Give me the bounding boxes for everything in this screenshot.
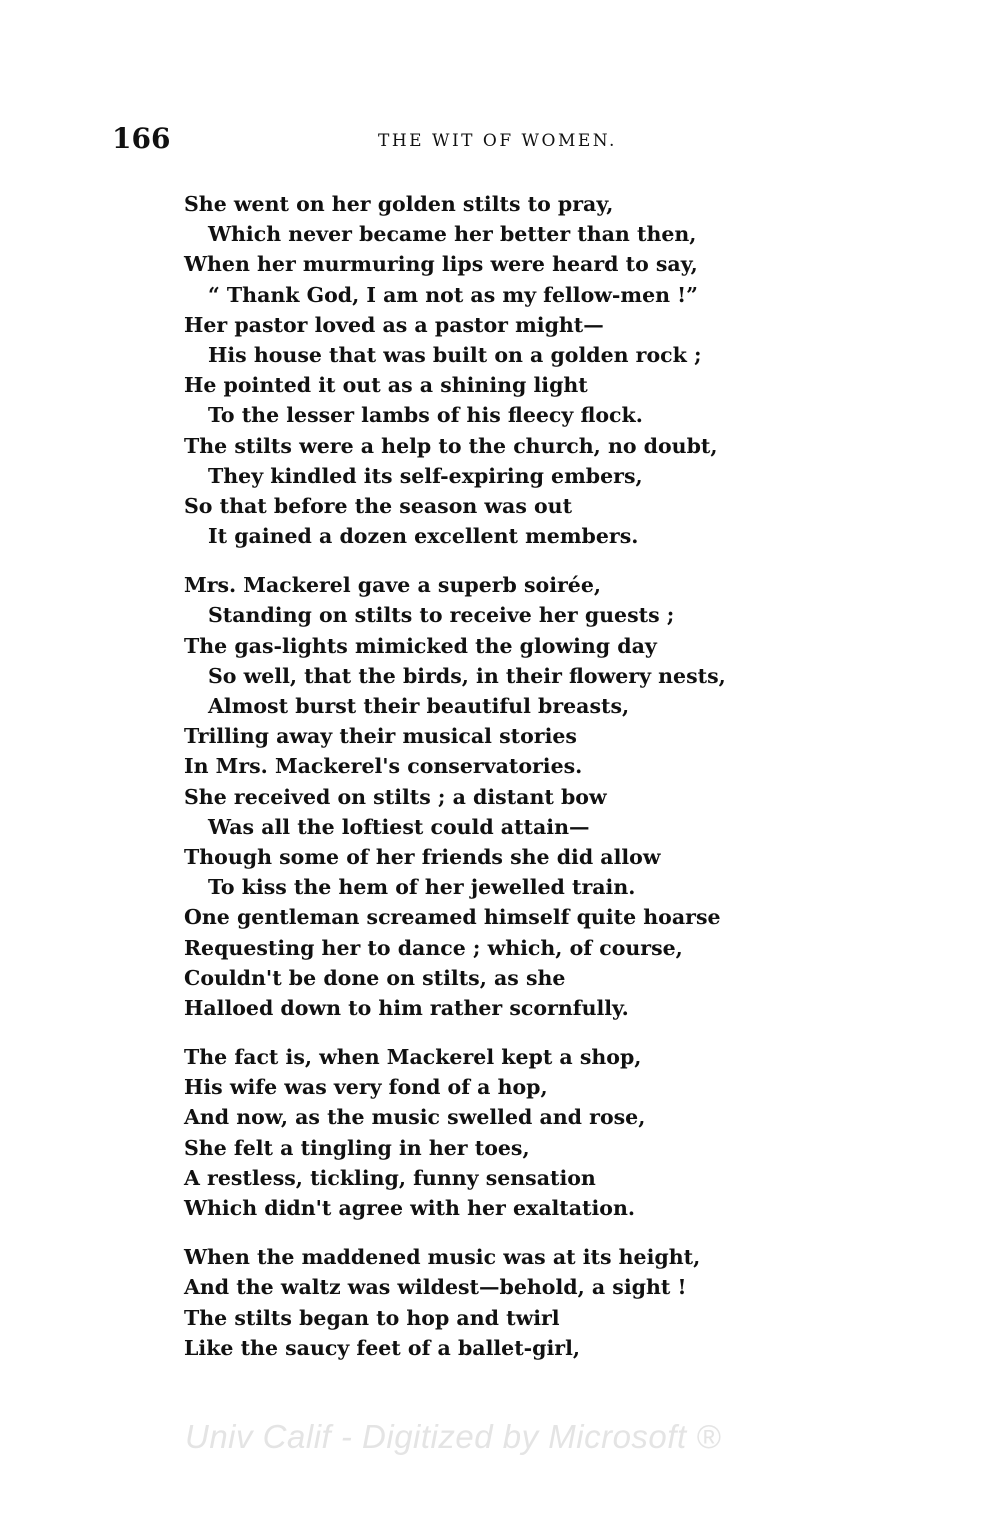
poem-line: His house that was built on a golden rock ; <box>208 342 702 367</box>
poem-line: Couldn't be done on stilts, as she <box>184 965 566 990</box>
poem-line: Which never became her better than then, <box>208 222 697 247</box>
stanza <box>184 189 884 551</box>
poem-line: One gentleman screamed himself quite hoarse <box>184 905 721 930</box>
poem-line: They kindled its self-expiring embers, <box>208 463 643 488</box>
poem-line: Standing on stilts to receive her guests ; <box>208 603 675 628</box>
poem-line: Requesting her to dance ; which, of course, <box>184 935 683 960</box>
poem-line: The stilts began to hop and twirl <box>184 1305 560 1330</box>
poem-line: He pointed it out as a shining light <box>184 373 588 398</box>
poem-line: So that before the season was out <box>184 493 573 518</box>
poem-line: Mrs. Mackerel gave a superb soirée, <box>184 573 602 598</box>
poem-line: Which didn't agree with her exaltation. <box>184 1196 636 1220</box>
poem-line: The stilts were a help to the church, no doubt, <box>184 433 718 458</box>
stanza <box>184 1242 884 1363</box>
poem-line: She received on stilts ; a distant bow <box>184 784 607 809</box>
stanza <box>184 570 884 1023</box>
poem <box>184 189 884 1382</box>
poem-line: Though some of her friends she did allow <box>184 844 661 869</box>
poem-line: Was all the loftiest could attain— <box>208 814 590 839</box>
page-number: 166 <box>112 122 171 155</box>
poem-line: Her pastor loved as a pastor might— <box>184 312 604 337</box>
poem-line: In Mrs. Mackerel's conservatories. <box>184 754 583 779</box>
poem-line: When the maddened music was at its height, <box>184 1245 701 1270</box>
poem-line: The gas-lights mimicked the glowing day <box>184 633 657 658</box>
poem-line: His wife was very fond of a hop, <box>184 1075 548 1100</box>
poem-line: She felt a tingling in her toes, <box>184 1135 530 1160</box>
poem-line: So well, that the birds, in their flowery nests, <box>208 663 726 688</box>
poem-line: And the waltz was wildest—behold, a sight ! <box>184 1275 687 1300</box>
stanza <box>184 1042 884 1223</box>
poem-line: The fact is, when Mackerel kept a shop, <box>184 1045 642 1070</box>
poem-line: It gained a dozen excellent members. <box>208 524 639 549</box>
poem-line: To kiss the hem of her jewelled train. <box>208 875 636 900</box>
poem-line: And now, as the music swelled and rose, <box>184 1105 646 1130</box>
poem-line: When her murmuring lips were heard to say, <box>184 252 698 277</box>
poem-line: Trilling away their musical stories <box>184 724 577 749</box>
poem-line: To the lesser lambs of his fleecy flock. <box>208 403 643 428</box>
poem-line: A restless, tickling, funny sensation <box>184 1165 596 1190</box>
poem-line: Like the saucy feet of a ballet-girl, <box>184 1335 581 1360</box>
poem-line: Almost burst their beautiful breasts, <box>208 694 630 718</box>
poem-line: Halloed down to him rather scornfully. <box>184 995 629 1020</box>
running-head: THE WIT OF WOMEN. <box>378 131 617 151</box>
digitization-watermark: Univ Calif - Digitized by Microsoft ® <box>185 1418 722 1455</box>
poem-line: She went on her golden stilts to pray, <box>184 192 614 216</box>
poem-line: “ Thank God, I am not as my fellow-men !” <box>208 282 698 307</box>
